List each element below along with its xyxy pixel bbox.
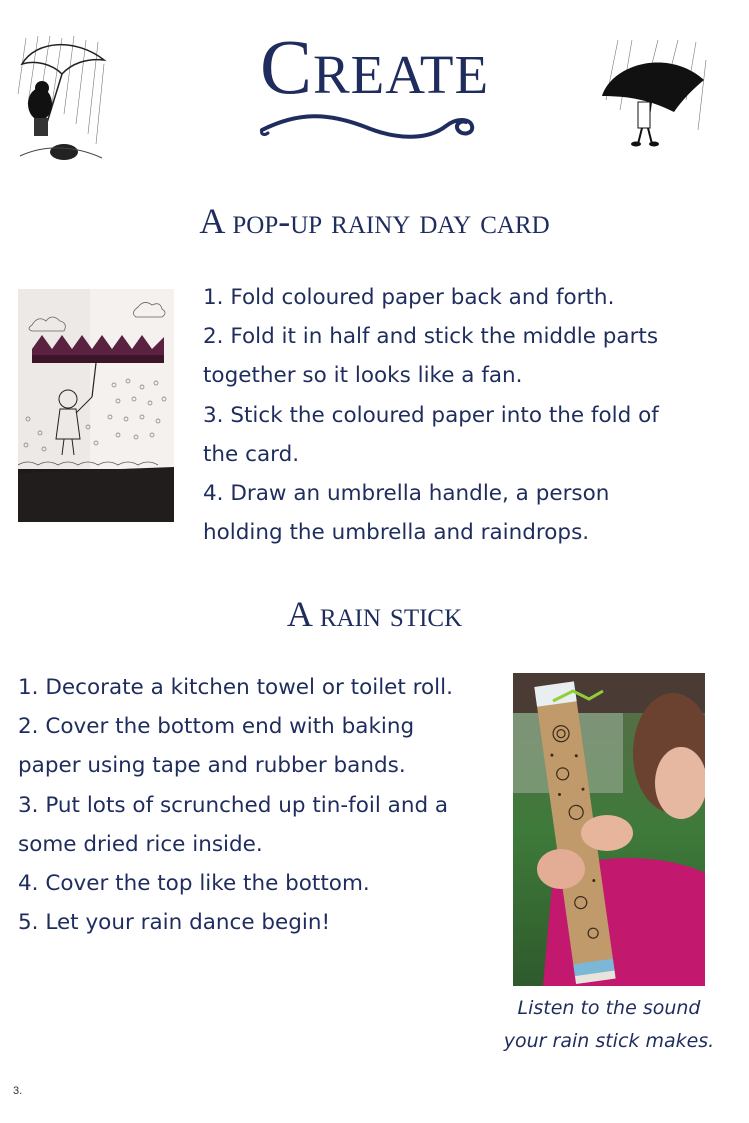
step-line: the card. xyxy=(203,441,300,467)
caption-line: Listen to the sound xyxy=(517,997,701,1019)
step-line: 2. Fold it in half and stick the middle parts xyxy=(203,324,659,350)
step-line: 2. Cover the bottom end with baking xyxy=(18,714,415,740)
step-line: 4. Cover the top like the bottom. xyxy=(18,871,370,897)
caption-line: your rain stick makes. xyxy=(503,1030,715,1052)
title-swash-ornament xyxy=(258,108,490,142)
umbrella-rain-illustration-left xyxy=(16,34,108,172)
step-line: holding the umbrella and raindrops. xyxy=(203,520,590,546)
section-heading-pop-up-card: A pop-up rainy day card xyxy=(199,201,550,241)
rain-stick-caption xyxy=(480,992,738,1058)
step-line: paper using tape and rubber bands. xyxy=(18,753,406,779)
step-line: together so it looks like a fan. xyxy=(203,363,523,389)
rain-stick-steps xyxy=(18,668,453,942)
rain-stick-photo xyxy=(513,673,705,986)
step-line: 5. Let your rain dance begin! xyxy=(18,910,331,936)
step-line: 3. Put lots of scrunched up tin-foil and a xyxy=(18,792,449,818)
step-line: 1. Fold coloured paper back and forth. xyxy=(203,285,615,310)
pop-up-card-photo xyxy=(18,289,174,522)
pop-up-card-steps xyxy=(203,278,659,552)
umbrella-rain-illustration-right xyxy=(598,40,710,148)
step-line: 4. Draw an umbrella handle, a person xyxy=(203,481,610,507)
step-line: 3. Stick the coloured paper into the fold of xyxy=(203,402,659,428)
step-line: 1. Decorate a kitchen towel or toilet roll. xyxy=(18,675,453,700)
page-number: 3. xyxy=(13,1085,23,1097)
section-heading-rain-stick: A rain stick xyxy=(286,594,463,634)
step-line: some dried rice inside. xyxy=(18,831,263,857)
page-title: Create xyxy=(259,23,490,110)
